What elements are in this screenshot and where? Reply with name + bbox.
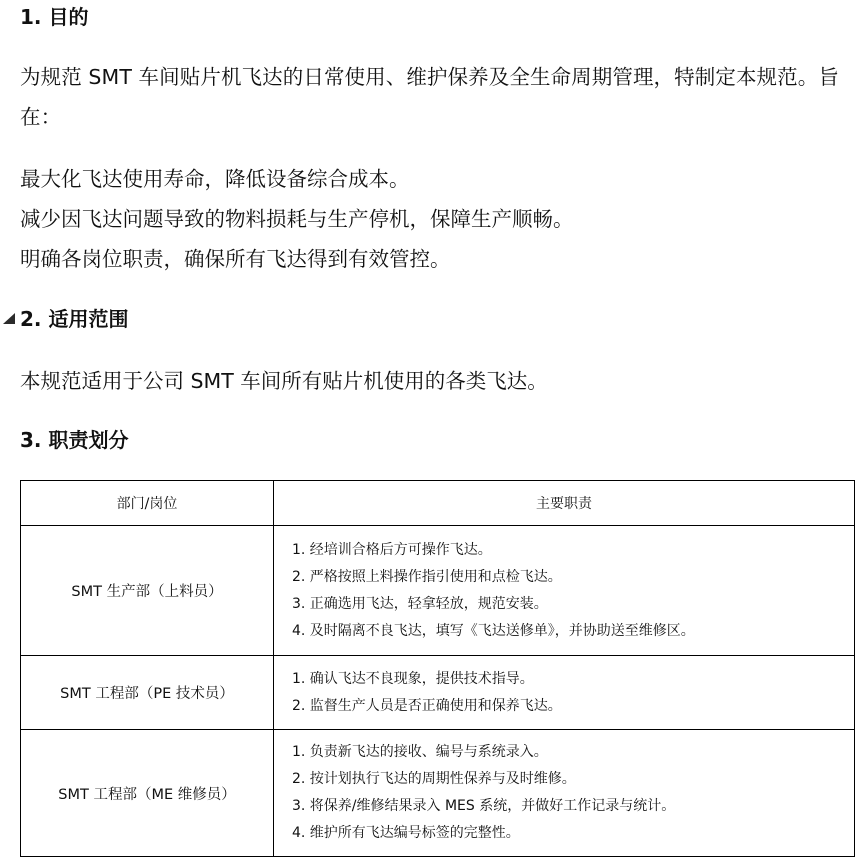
goal-item: 明确各岗位职责，确保所有飞达得到有效管控。 (20, 247, 451, 271)
duty-item: 1. 负责新飞达的接收、编号与系统录入。 (292, 744, 548, 760)
duty-item: 2. 按计划执行飞达的周期性保养与及时维修。 (292, 771, 576, 787)
table-header-row (21, 481, 855, 526)
responsibility-table (20, 480, 855, 857)
section-2-text: 本规范适用于公司 SMT 车间所有贴片机使用的各类飞达。 (20, 369, 548, 393)
dept-cell: SMT 工程部（PE 技术员） (21, 656, 274, 730)
section-2-heading: 2. 适用范围 (20, 307, 129, 331)
duties-cell (274, 656, 855, 730)
duty-item: 2. 监督生产人员是否正确使用和保养飞达。 (292, 697, 562, 714)
table-row (21, 730, 855, 857)
column-header-dept: 部门/岗位 (21, 481, 274, 526)
table-row (21, 656, 855, 730)
duties-cell (274, 526, 855, 656)
goal-item: 最大化飞达使用寿命，降低设备综合成本。 (20, 167, 410, 191)
goal-item: 减少因飞达问题导致的物料损耗与生产停机，保障生产顺畅。 (20, 207, 574, 231)
duty-item: 1. 经培训合格后方可操作飞达。 (292, 541, 492, 558)
duty-list (292, 739, 854, 847)
duty-list (292, 666, 854, 720)
duty-item: 1. 确认飞达不良现象，提供技术指导。 (292, 670, 534, 687)
duty-item: 3. 正确选用飞达，轻拿轻放，规范安装。 (292, 595, 548, 612)
duty-item: 4. 维护所有飞达编号标签的完整性。 (292, 825, 520, 841)
section-1-heading: 1. 目的 (20, 5, 89, 29)
collapse-caret-icon[interactable] (3, 313, 15, 324)
dept-cell: SMT 生产部（上料员） (21, 526, 274, 656)
duties-cell (274, 730, 855, 857)
duty-list (292, 537, 854, 645)
table-row (21, 526, 855, 656)
duty-item: 2. 严格按照上料操作指引使用和点检飞达。 (292, 568, 562, 585)
section-3-heading: 3. 职责划分 (20, 428, 129, 452)
dept-cell: SMT 工程部（ME 维修员） (21, 730, 274, 857)
column-header-duties: 主要职责 (274, 481, 855, 526)
duty-item: 3. 将保养/维修结果录入 MES 系统，并做好工作记录与统计。 (292, 798, 676, 814)
section-1-intro: 为规范 SMT 车间贴片机飞达的日常使用、维护保养及全生命周期管理，特制定本规范。旨在： (20, 65, 839, 129)
duty-item: 4. 及时隔离不良飞达，填写《飞达送修单》，并协助送至维修区。 (292, 622, 695, 639)
